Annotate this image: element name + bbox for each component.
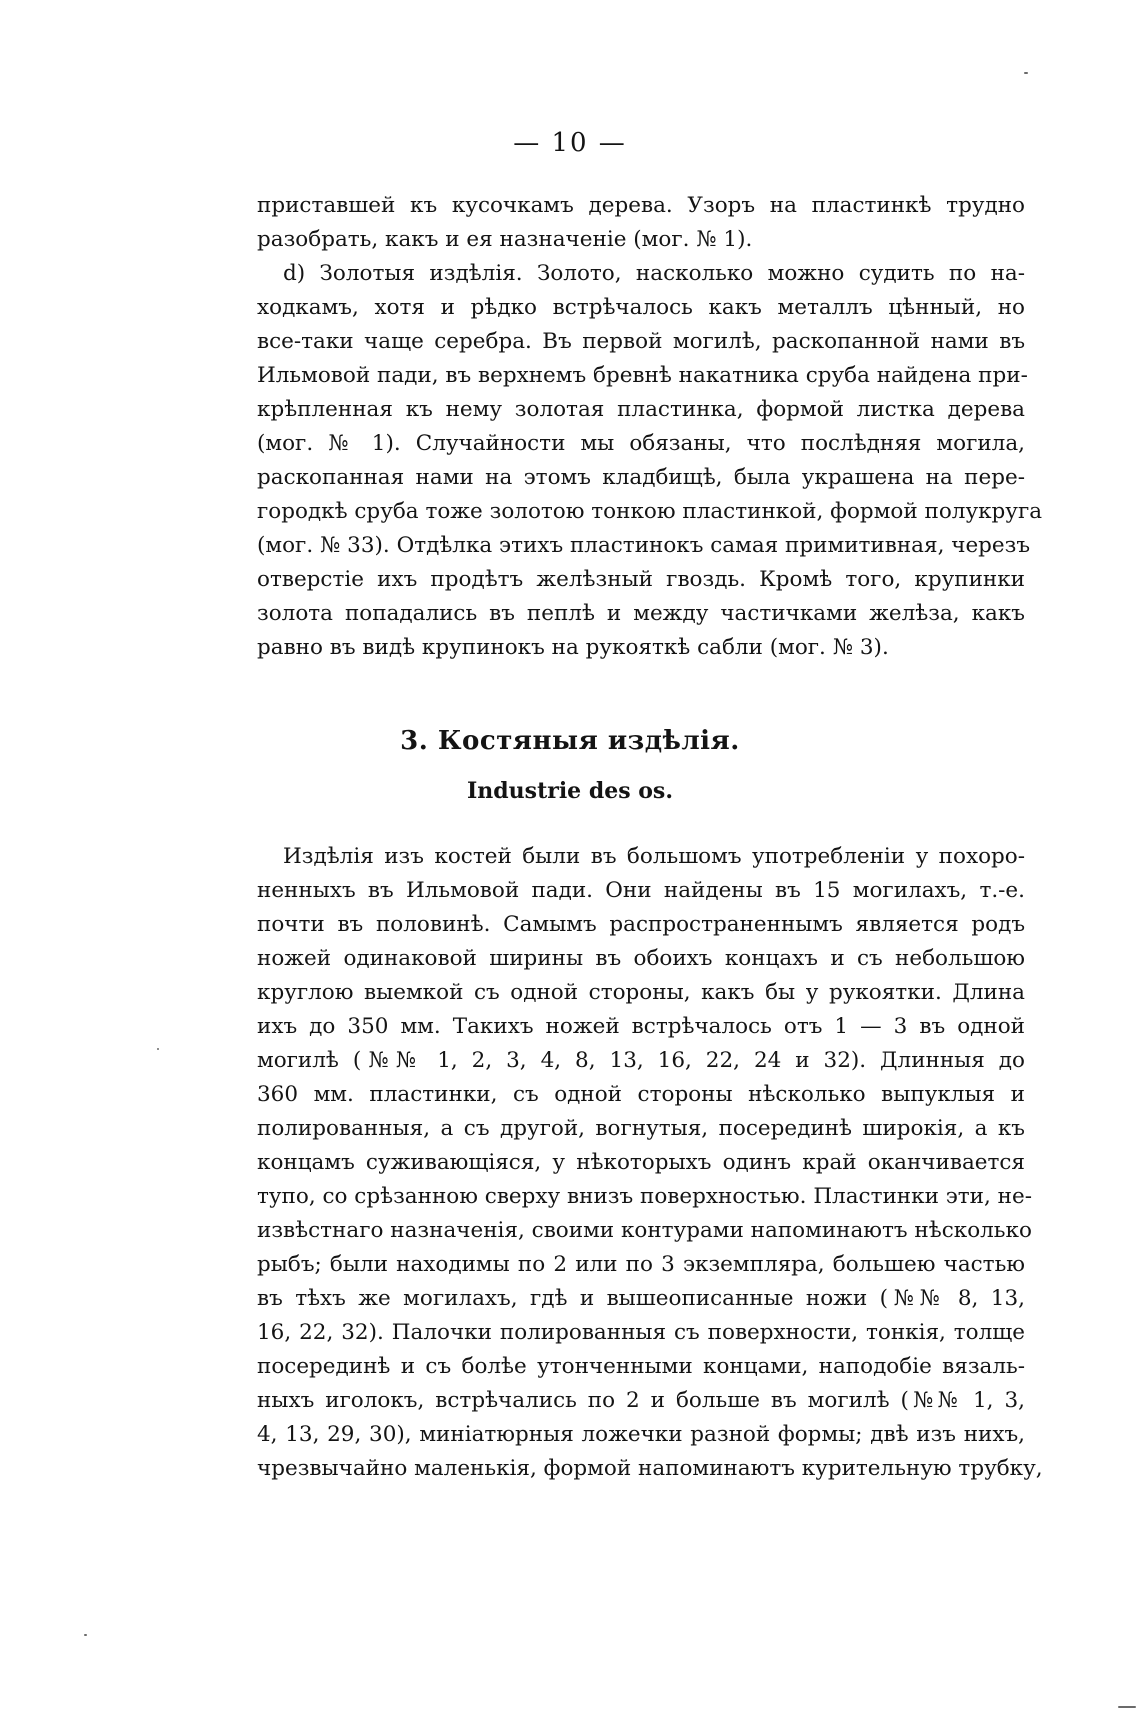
scan-speck xyxy=(84,1634,87,1636)
text-line: ныхъ иголокъ, встрѣчались по 2 и больше въ могилѣ (№№ 1, 3, xyxy=(257,1388,1025,1413)
text-line: чрезвычайно маленькія, формой напоминаютъ курительную трубку, xyxy=(257,1456,1043,1481)
text-line: (мог. № 33). Отдѣлка этихъ пластинокъ самая примитивная, черезъ xyxy=(257,533,1031,558)
text-line: извѣстнаго назначенія, своими контурами напоминаютъ нѣсколько xyxy=(257,1218,1032,1243)
text-line: полированныя, а съ другой, вогнутыя, посерединѣ широкія, а къ xyxy=(257,1116,1025,1141)
text-line: круглою выемкой съ одной стороны, какъ бы у рукоятки. Длина xyxy=(257,980,1025,1005)
text-line: ножей одинаковой ширины въ обоихъ концахъ и съ небольшою xyxy=(257,946,1025,971)
text-line: концамъ суживающіяся, у нѣкоторыхъ одинъ край оканчивается xyxy=(257,1150,1025,1175)
text-line: въ тѣхъ же могилахъ, гдѣ и вышеописанные ножи (№№ 8, 13, xyxy=(257,1286,1025,1311)
text-line: ходкамъ, хотя и рѣдко встрѣчалось какъ металлъ цѣнный, но xyxy=(257,295,1025,320)
text-line: рыбъ; были находимы по 2 или по 3 экземпляра, большею частью xyxy=(257,1252,1025,1277)
text-line: могилѣ (№№ 1, 2, 3, 4, 8, 13, 16, 22, 24 и 32). Длинныя до xyxy=(257,1048,1025,1073)
text-line: d) Золотыя издѣлія. Золото, насколько можно судить по на- xyxy=(283,261,1025,286)
section-subtitle: Industrie des os. xyxy=(467,778,673,804)
scan-speck xyxy=(157,1048,159,1050)
text-line: тупо, со срѣзанною сверху внизъ поверхностью. Пластинки эти, не- xyxy=(257,1184,1032,1209)
text-line: (мог. № 1). Случайности мы обязаны, что послѣдняя могила, xyxy=(257,431,1025,456)
text-line: крѣпленная къ нему золотая пластинка, формой листка дерева xyxy=(257,397,1025,422)
text-line: посерединѣ и съ болѣе утонченными концами, наподобіе вязаль- xyxy=(257,1354,1025,1379)
scan-speck xyxy=(1024,72,1028,74)
text-line: равно въ видѣ крупинокъ на рукояткѣ сабли (мог. № 3). xyxy=(257,635,889,660)
text-line: отверстіе ихъ продѣтъ желѣзный гвоздь. Кромѣ того, крупинки xyxy=(257,567,1025,592)
text-line: городкѣ сруба тоже золотою тонкою пластинкой, формой полукруга xyxy=(257,499,1043,524)
text-line: золота попадались въ пеплѣ и между частичками желѣза, какъ xyxy=(257,601,1025,626)
text-line: ихъ до 350 мм. Такихъ ножей встрѣчалось отъ 1 — 3 въ одной xyxy=(257,1014,1025,1039)
section-title: 3. Костяныя издѣлія. xyxy=(400,726,740,756)
text-line: Издѣлія изъ костей были въ большомъ употребленіи у похоро- xyxy=(283,844,1025,869)
text-line: приставшей къ кусочкамъ дерева. Узоръ на пластинкѣ трудно xyxy=(257,193,1025,218)
text-line: 360 мм. пластинки, съ одной стороны нѣсколько выпуклыя и xyxy=(257,1082,1025,1107)
text-line: Ильмовой пади, въ верхнемъ бревнѣ накатника сруба найдена при- xyxy=(257,363,1028,388)
text-line: 16, 22, 32). Палочки полированныя съ поверхности, тонкія, толще xyxy=(257,1320,1025,1345)
text-line: все-таки чаще серебра. Въ первой могилѣ, раскопанной нами въ xyxy=(257,329,1025,354)
text-line: разобрать, какъ и ея назначеніе (мог. № 1). xyxy=(257,227,753,252)
scan-speck xyxy=(1118,1706,1136,1708)
text-line: раскопанная нами на этомъ кладбищѣ, была украшена на пере- xyxy=(257,465,1025,490)
text-line: почти въ половинѣ. Самымъ распространеннымъ является родъ xyxy=(257,912,1025,937)
text-line: ненныхъ въ Ильмовой пади. Они найдены въ 15 могилахъ, т.-е. xyxy=(257,878,1025,903)
page-number: — 10 — xyxy=(513,128,627,158)
text-line: 4, 13, 29, 30), миніатюрныя ложечки разной формы; двѣ изъ нихъ, xyxy=(257,1422,1025,1447)
